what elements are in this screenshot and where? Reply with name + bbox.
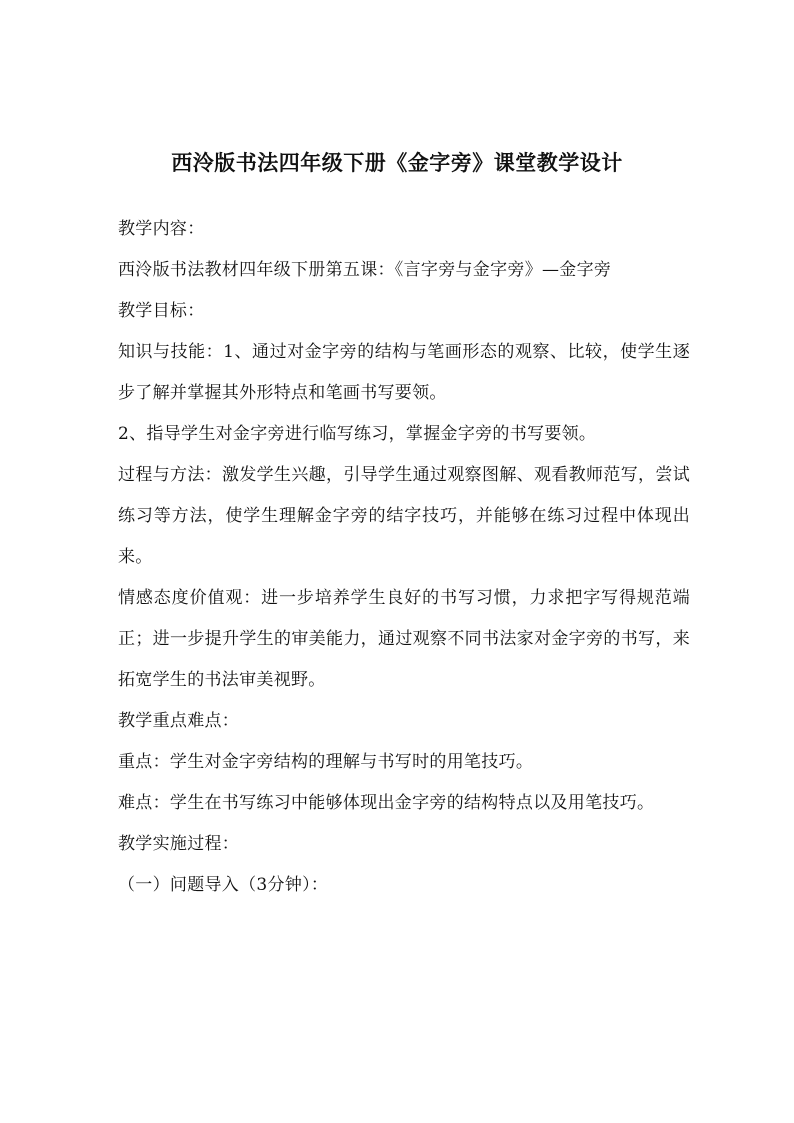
paragraph-difficulty: 难点：学生在书写练习中能够体现出金字旁的结构特点以及用笔技巧。: [118, 793, 655, 813]
document-body: [118, 215, 690, 912]
paragraph-process-method: 过程与方法：激发学生兴趣，引导学生通过观察图解、观看教师范写，尝试练习等方法，使学生理解金字旁的结字技巧，并能够在练习过程中体现出来。: [118, 465, 690, 567]
paragraph-emotion-values: 情感态度价值观：进一步培养学生良好的书写习惯，力求把字写得规范端正；进一步提升学生的审美能力，通过观察不同书法家对金字旁的书写，来拓宽学生的书法审美视野。: [118, 588, 690, 690]
section-heading-content: 教学内容：: [118, 219, 205, 239]
document-title: 西泠版书法四年级下册《金字旁》课堂教学设计: [171, 151, 623, 175]
paragraph-practice-goal: 2、指导学生对金字旁进行临写练习，掌握金字旁的书写要领。: [118, 424, 597, 444]
paragraph-step-one: （一）问题导入（3分钟）：: [118, 875, 329, 895]
paragraph-knowledge-skills: 知识与技能：1、通过对金字旁的结构与笔画形态的观察、比较，使学生逐步了解并掌握其外形特点和笔画书写要领。: [118, 342, 690, 403]
section-heading-process: 教学实施过程：: [118, 834, 240, 854]
section-heading-key-points: 教学重点难点：: [118, 711, 240, 731]
paragraph-content-detail: 西泠版书法教材四年级下册第五课：《言字旁与金字旁》—金字旁: [118, 260, 612, 280]
paragraph-key-point: 重点：学生对金字旁结构的理解与书写时的用笔技巧。: [118, 752, 534, 772]
section-heading-goals: 教学目标：: [118, 301, 205, 321]
